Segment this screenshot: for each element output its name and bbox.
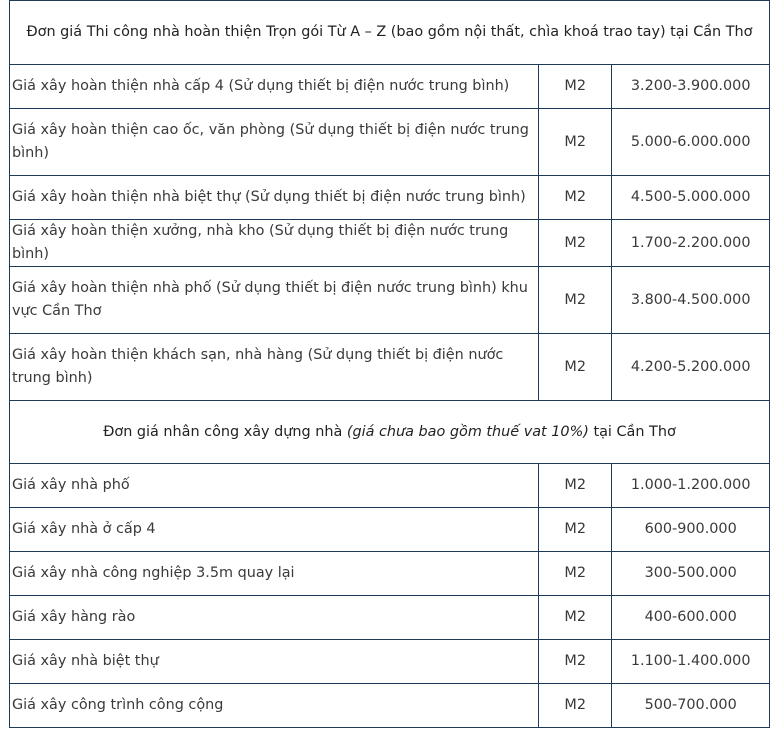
table-row (10, 334, 770, 401)
title-vat-note: (giá chưa bao gồm thuế vat 10%) (346, 423, 589, 440)
row-description: Giá xây nhà biệt thự (10, 640, 539, 684)
row-price: 3.800-4.500.000 (612, 267, 770, 334)
row-price: 1.700-2.200.000 (612, 220, 770, 267)
row-unit: M2 (539, 267, 612, 334)
row-unit: M2 (539, 176, 612, 220)
table-row (10, 508, 770, 552)
row-description: Giá xây nhà phố (10, 464, 539, 508)
section-header-row (10, 1, 770, 65)
row-description: Giá xây hoàn thiện nhà phố (Sử dụng thiết bị điện nước trung bình) khu vực Cần Thơ (10, 267, 539, 334)
row-unit: M2 (539, 684, 612, 728)
row-price: 1.100-1.400.000 (612, 640, 770, 684)
row-unit: M2 (539, 464, 612, 508)
row-price: 4.200-5.200.000 (612, 334, 770, 401)
table-row (10, 684, 770, 728)
row-price: 300-500.000 (612, 552, 770, 596)
price-table (9, 0, 770, 728)
section-title-complete-package: Đơn giá Thi công nhà hoàn thiện Trọn gói Từ A – Z (bao gồm nội thất, chìa khoá trao tay) tại Cần Thơ (10, 1, 770, 65)
table-row (10, 552, 770, 596)
row-price: 500-700.000 (612, 684, 770, 728)
table-row (10, 220, 770, 267)
table-row (10, 65, 770, 109)
row-description: Giá xây hoàn thiện xưởng, nhà kho (Sử dụng thiết bị điện nước trung bình) (10, 220, 539, 267)
table-row (10, 267, 770, 334)
row-unit: M2 (539, 596, 612, 640)
row-unit: M2 (539, 334, 612, 401)
table-row (10, 176, 770, 220)
row-price: 4.500-5.000.000 (612, 176, 770, 220)
row-price: 400-600.000 (612, 596, 770, 640)
row-price: 600-900.000 (612, 508, 770, 552)
row-description: Giá xây hoàn thiện cao ốc, văn phòng (Sử dụng thiết bị điện nước trung bình) (10, 109, 539, 176)
row-unit: M2 (539, 640, 612, 684)
row-price: 1.000-1.200.000 (612, 464, 770, 508)
row-description: Giá xây hoàn thiện nhà biệt thự (Sử dụng thiết bị điện nước trung bình) (10, 176, 539, 220)
row-description: Giá xây hoàn thiện nhà cấp 4 (Sử dụng thiết bị điện nước trung bình) (10, 65, 539, 109)
row-description: Giá xây công trình công cộng (10, 684, 539, 728)
table-row (10, 109, 770, 176)
section-header-row (10, 401, 770, 464)
row-price: 5.000-6.000.000 (612, 109, 770, 176)
row-unit: M2 (539, 552, 612, 596)
table-row (10, 640, 770, 684)
row-description: Giá xây nhà công nghiệp 3.5m quay lại (10, 552, 539, 596)
row-unit: M2 (539, 508, 612, 552)
row-description: Giá xây nhà ở cấp 4 (10, 508, 539, 552)
table-row (10, 464, 770, 508)
title-location: tại Cần Thơ (588, 423, 676, 440)
section-title-labor-cost (10, 401, 770, 464)
table-row (10, 596, 770, 640)
row-price: 3.200-3.900.000 (612, 65, 770, 109)
row-description: Giá xây hàng rào (10, 596, 539, 640)
row-description: Giá xây hoàn thiện khách sạn, nhà hàng (Sử dụng thiết bị điện nước trung bình) (10, 334, 539, 401)
row-unit: M2 (539, 220, 612, 267)
row-unit: M2 (539, 109, 612, 176)
title-text: Đơn giá nhân công xây dựng nhà (103, 423, 347, 440)
row-unit: M2 (539, 65, 612, 109)
